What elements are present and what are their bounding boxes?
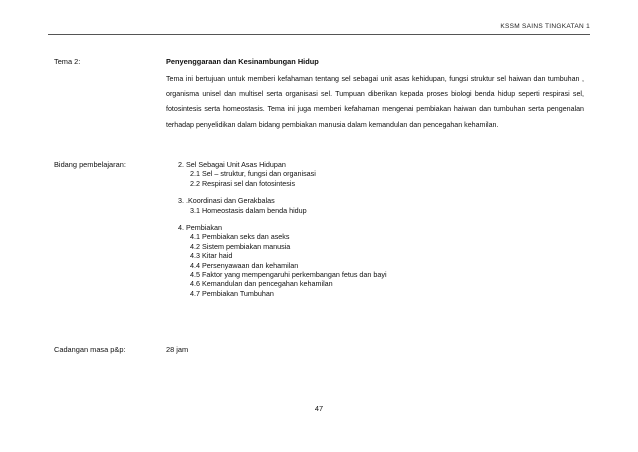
page-number: 47 [314, 404, 324, 413]
area-heading: 4. Pembiakan [178, 223, 222, 233]
description-line: haiwan dan tumbuhan , organisma unisel dan multisel serta organisasi sel. Tumpuan diberikan kepada proses [166, 75, 584, 99]
area-subitem: 4.6 Kemandulan dan pencegahan kehamilan [190, 279, 333, 289]
header-divider [48, 34, 590, 35]
area-subitem: 4.7 Pembiakan Tumbuhan [190, 288, 274, 298]
theme-label: Tema 2: [54, 57, 81, 66]
area-subitem: 4.4 Persenyawaan dan kehamilan [190, 260, 299, 270]
description-line: manusia dalam kemandulan dan pencegahan kehamilan. [318, 120, 499, 129]
learning-area-label: Bidang pembelajaran: [54, 160, 126, 169]
area-subitem: 3.1 Homeostasis dalam benda hidup [190, 205, 307, 215]
theme-title: Penyenggaraan dan Kesinambungan Hidup [166, 57, 319, 66]
area-subitem: 4.1 Pembiakan seks dan aseks [190, 232, 290, 242]
running-header: KSSM SAINS TINGKATAN 1 [500, 23, 590, 30]
area-subitem: 4.5 Faktor yang mempengaruhi perkembangan fetus dan bayi [190, 270, 387, 280]
area-subitem: 4.2 Sistem pembiakan manusia [190, 241, 291, 251]
time-label: Cadangan masa p&p: [54, 345, 126, 354]
description-line: Tema ini bertujuan untuk memberi kefahaman tentang sel sebagai unit asas kehidupan, fungsi struktur sel [166, 75, 506, 83]
theme-description [166, 72, 584, 133]
description-line: mengenai pembiakan haiwan dan tumbuhan serta pengenalan terhadap penyelidikan dalam bidang pembiakan [166, 105, 584, 129]
area-heading: 3. .Koordinasi dan Gerakbalas [178, 196, 275, 206]
area-subitem: 2.2 Respirasi sel dan fotosintesis [190, 178, 296, 188]
area-subitem: 4.3 Kitar haid [190, 251, 233, 261]
area-subitem: 2.1 Sel – struktur, fungsi dan organisasi [190, 169, 316, 179]
area-heading: 2. Sel Sebagai Unit Asas Hidupan [178, 160, 286, 169]
theme-content [166, 57, 584, 133]
description-line: biologi benda hidup seperti respirasi sel, fotosintesis serta homeostasis. Tema ini juga memberi kefahaman [166, 90, 584, 114]
learning-area-list [178, 160, 387, 298]
time-value: 28 jam [166, 345, 189, 354]
